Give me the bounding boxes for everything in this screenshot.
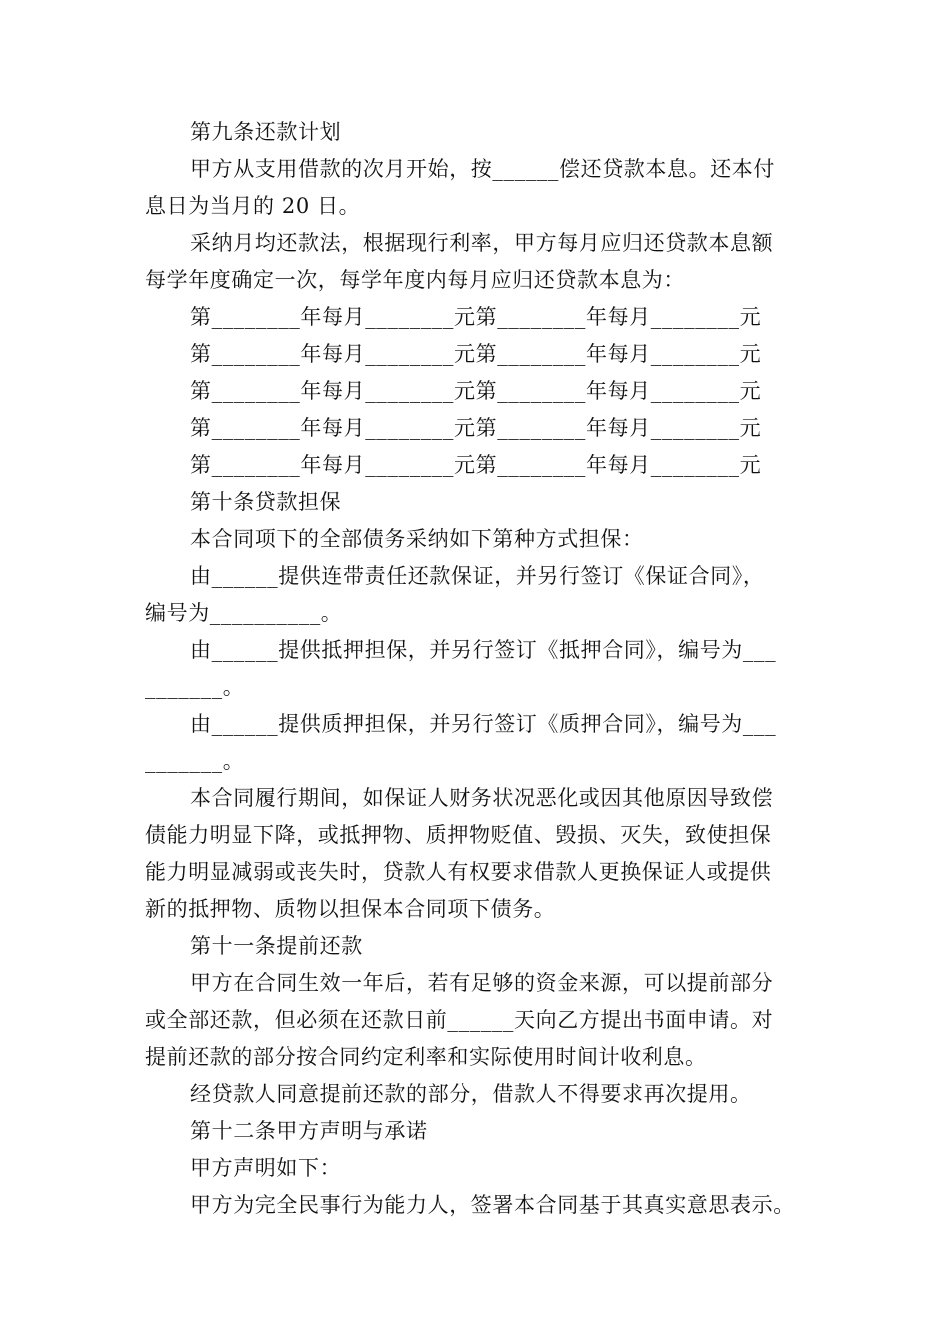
- schedule-line: 第________年每月________元第________年每月________元: [190, 416, 762, 440]
- schedule-line: 第________年每月________元第________年每月________元: [190, 453, 762, 477]
- paragraph-line: 甲方为完全民事行为能力人，签署本合同基于其真实意思表示。: [190, 1193, 795, 1217]
- article-11-heading: 第十一条提前还款: [190, 934, 363, 958]
- pledge-line: 由______提供质押担保，并另行签订《质押合同》，编号为___: [190, 712, 777, 736]
- schedule-line: 第________年每月________元第________年每月________元: [190, 305, 762, 329]
- paragraph-line: 每学年度确定一次，每学年度内每月应归还贷款本息为：: [145, 268, 685, 292]
- paragraph-line: 本合同项下的全部债务采纳如下第种方式担保：: [190, 527, 644, 551]
- paragraph-line: 息日为当月的 20 日。: [145, 194, 361, 218]
- paragraph-line: 本合同履行期间，如保证人财务状况恶化或因其他原因导致偿: [190, 786, 774, 810]
- schedule-line: 第________年每月________元第________年每月________元: [190, 379, 762, 403]
- paragraph-line: 提前还款的部分按合同约定利率和实际使用时间计收利息。: [145, 1045, 707, 1069]
- guarantee-line: 编号为__________。: [145, 601, 343, 625]
- paragraph-line: 甲方在合同生效一年后，若有足够的资金来源，可以提前部分: [190, 971, 774, 995]
- article-10-heading: 第十条贷款担保: [190, 490, 342, 514]
- paragraph-line: 甲方从支用借款的次月开始，按______偿还贷款本息。还本付: [190, 157, 775, 181]
- mortgage-line: 由______提供抵押担保，并另行签订《抵押合同》，编号为___: [190, 638, 777, 662]
- pledge-line: _______。: [145, 749, 245, 773]
- paragraph-line: 甲方声明如下：: [190, 1156, 342, 1180]
- article-9-heading: 第九条还款计划: [190, 120, 342, 144]
- paragraph-line: 能力明显减弱或丧失时，贷款人有权要求借款人更换保证人或提供: [145, 860, 772, 884]
- schedule-line: 第________年每月________元第________年每月________元: [190, 342, 762, 366]
- article-12-heading: 第十二条甲方声明与承诺: [190, 1119, 428, 1143]
- paragraph-line: 或全部还款，但必须在还款日前______天向乙方提出书面申请。对: [145, 1008, 774, 1032]
- paragraph-line: 采纳月均还款法，根据现行利率，甲方每月应归还贷款本息额: [190, 231, 774, 255]
- guarantee-line: 由______提供连带责任还款保证，并另行签订《保证合同》，: [190, 564, 765, 588]
- mortgage-line: _______。: [145, 675, 245, 699]
- document-body: [145, 114, 825, 1224]
- paragraph-line: 经贷款人同意提前还款的部分，借款人不得要求再次提用。: [190, 1082, 752, 1106]
- paragraph-line: 债能力明显下降，或抵押物、质押物贬值、毁损、灭失，致使担保: [145, 823, 772, 847]
- paragraph-line: 新的抵押物、质物以担保本合同项下债务。: [145, 897, 556, 921]
